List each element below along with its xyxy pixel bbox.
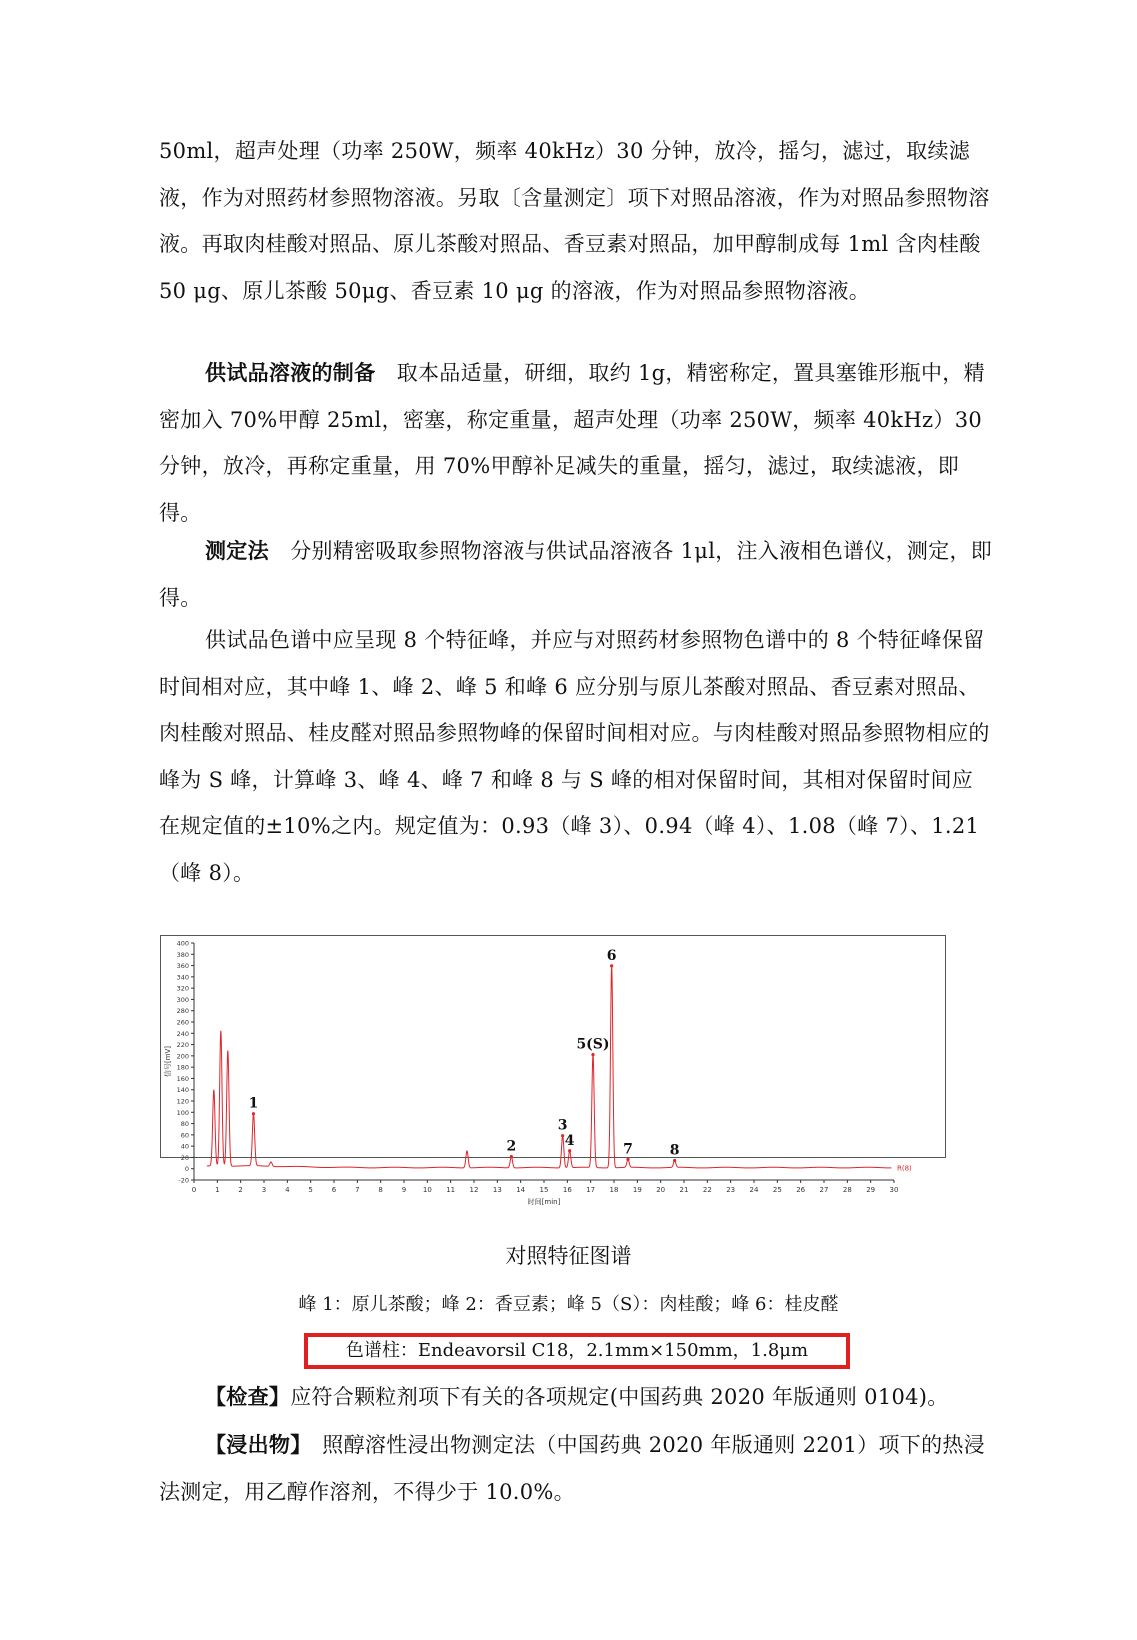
paragraph-characteristic-peaks: 供试品色谱中应呈现 8 个特征峰，并应与对照药材参照物色谱中的 8 个特征峰保留时间相对应，其中峰 1、峰 2、峰 5 和峰 6 应分别与原儿茶酸对照品、香豆素对照品、肉桂酸对照品、桂皮醛对照品参照物峰的保留时间相对应。与肉桂酸对照品参照物相应的峰为 S 峰，计算峰 3、峰 4、峰 7 和峰 8 与 S 峰的相对保留时间，其相对保留时间应在规定值的±10%之内。规定值为：0.93（峰 3）、0.94（峰 4）、1.08（峰 7）、1.21（峰 8）。 bbox=[159, 628, 990, 885]
heading-test-solution-prep: 供试品溶液的制备 bbox=[205, 361, 376, 385]
chart-frame bbox=[161, 936, 946, 1158]
y-tick-label: 340 bbox=[176, 973, 189, 982]
x-tick-label: 5 bbox=[308, 1186, 313, 1194]
peak-label: 5(S) bbox=[576, 1036, 610, 1053]
x-tick-label: 18 bbox=[609, 1186, 619, 1194]
x-tick-label: 4 bbox=[285, 1186, 290, 1194]
peak-marker-4 bbox=[252, 1112, 255, 1115]
chromatogram-trace bbox=[207, 966, 892, 1168]
paragraph-method bbox=[159, 528, 993, 621]
peak-label: 6 bbox=[606, 947, 617, 964]
y-tick-label: -20 bbox=[178, 1176, 189, 1185]
peak-marker-8 bbox=[561, 1134, 564, 1137]
text-test-solution-prep: 取本品适量，研细，取约 1g，精密称定，置具塞锥形瓶中，精密加入 70%甲醇 25ml，密塞，称定重量，超声处理（功率 250W，频率 40kHz）30 分钟，放冷，再称定重量，用 70%甲醇补足减失的重量，摇匀，滤过，取续滤液，即得。 bbox=[159, 361, 985, 525]
y-tick-label: 100 bbox=[176, 1108, 189, 1117]
peak-marker-10 bbox=[591, 1053, 594, 1056]
series-label: R(8) bbox=[897, 1164, 912, 1173]
column-note: 色谱柱：Endeavorsil C18，2.1mm×150mm，1.8μm bbox=[345, 1340, 809, 1361]
x-tick-label: 30 bbox=[889, 1186, 899, 1194]
y-tick-label: 400 bbox=[176, 939, 189, 948]
y-tick-label: 80 bbox=[180, 1120, 189, 1129]
text-method: 分别精密吸取参照物溶液与供试品溶液各 1μl，注入液相色谱仪，测定，即得。 bbox=[159, 539, 993, 610]
y-tick-label: 20 bbox=[180, 1153, 189, 1162]
figure-peaks-caption: 峰 1：原儿茶酸；峰 2：香豆素；峰 5（S）：肉桂酸；峰 6：桂皮醛 bbox=[298, 1294, 839, 1315]
x-tick-label: 14 bbox=[516, 1186, 526, 1194]
x-tick-label: 13 bbox=[492, 1186, 502, 1194]
figure-title: 对照特征图谱 bbox=[505, 1244, 632, 1268]
x-tick-label: 29 bbox=[866, 1186, 876, 1194]
y-tick-label: 60 bbox=[180, 1131, 189, 1140]
peak-marker-7 bbox=[510, 1155, 513, 1158]
text-inspection: 应符合颗粒剂项下有关的各项规定(中国药典 2020 年版通则 0104)。 bbox=[290, 1385, 949, 1409]
heading-inspection: 【检查】 bbox=[205, 1385, 291, 1409]
y-tick-label: 40 bbox=[180, 1142, 189, 1151]
peak-label: 4 bbox=[564, 1132, 575, 1149]
x-axis-label: 时间[min] bbox=[527, 1198, 561, 1206]
x-tick-label: 12 bbox=[469, 1186, 479, 1194]
y-tick-label: 0 bbox=[184, 1165, 189, 1174]
y-axis-label: 信号[mV] bbox=[164, 1045, 172, 1078]
y-tick-label: 320 bbox=[176, 984, 189, 993]
peak-label: 3 bbox=[557, 1117, 568, 1134]
x-tick-label: 24 bbox=[749, 1186, 759, 1194]
x-tick-label: 28 bbox=[842, 1186, 852, 1194]
x-tick-label: 9 bbox=[401, 1186, 407, 1194]
chromatogram-chart bbox=[160, 935, 946, 1220]
column-note-box bbox=[304, 1333, 850, 1369]
peak-label: 8 bbox=[669, 1142, 680, 1159]
x-tick-label: 22 bbox=[702, 1186, 712, 1194]
x-tick-label: 3 bbox=[261, 1186, 267, 1194]
paragraph-test-solution bbox=[159, 350, 993, 536]
peak-marker-9 bbox=[568, 1149, 571, 1152]
x-tick-label: 0 bbox=[191, 1186, 197, 1194]
heading-extractives: 【浸出物】 bbox=[205, 1433, 301, 1457]
peak-marker-13 bbox=[673, 1159, 676, 1162]
peak-label: 7 bbox=[623, 1141, 633, 1158]
x-tick-label: 1 bbox=[215, 1186, 220, 1194]
y-tick-label: 280 bbox=[176, 1007, 189, 1016]
x-tick-label: 16 bbox=[562, 1186, 572, 1194]
peak-marker-11 bbox=[610, 964, 613, 967]
y-tick-label: 220 bbox=[176, 1041, 189, 1050]
x-tick-label: 6 bbox=[331, 1186, 337, 1194]
y-tick-label: 360 bbox=[176, 962, 189, 971]
x-tick-label: 26 bbox=[796, 1186, 806, 1194]
x-tick-label: 19 bbox=[632, 1186, 642, 1194]
x-tick-label: 2 bbox=[238, 1186, 243, 1194]
y-tick-label: 160 bbox=[176, 1074, 189, 1083]
peak-label: 1 bbox=[248, 1095, 259, 1112]
chromatogram-figure bbox=[160, 935, 946, 1220]
x-tick-label: 17 bbox=[586, 1186, 596, 1194]
y-tick-label: 300 bbox=[176, 995, 189, 1004]
paragraph-reference-solution: 50ml，超声处理（功率 250W，频率 40kHz）30 分钟，放冷，摇匀，滤过，取续滤液，作为对照药材参照物溶液。另取〔含量测定〕项下对照品溶液，作为对照品参照物溶液。再取肉桂酸对照品、原儿茶酸对照品、香豆素对照品，加甲醇制成每 1ml 含肉桂酸 50 μg、原儿茶酸 50μg、香豆素 10 μg 的溶液，作为对照品参照物溶液。 bbox=[159, 139, 990, 303]
x-tick-label: 8 bbox=[378, 1186, 383, 1194]
x-tick-label: 15 bbox=[539, 1186, 549, 1194]
x-tick-label: 25 bbox=[772, 1186, 782, 1194]
y-tick-label: 120 bbox=[176, 1097, 189, 1106]
x-tick-label: 21 bbox=[679, 1186, 689, 1194]
x-tick-label: 11 bbox=[446, 1186, 456, 1194]
x-tick-label: 7 bbox=[355, 1186, 360, 1194]
peak-label: 2 bbox=[506, 1138, 517, 1155]
peak-marker-12 bbox=[626, 1158, 629, 1161]
y-tick-label: 380 bbox=[176, 950, 189, 959]
x-tick-label: 27 bbox=[819, 1186, 829, 1194]
y-tick-label: 260 bbox=[176, 1018, 189, 1027]
y-tick-label: 140 bbox=[176, 1086, 189, 1095]
text-extractives: 照醇溶性浸出物测定法（中国药典 2020 年版通则 2201）项下的热浸法测定，用乙醇作溶剂，不得少于 10.0%。 bbox=[159, 1433, 986, 1504]
y-tick-label: 180 bbox=[176, 1063, 189, 1072]
heading-method: 测定法 bbox=[205, 539, 269, 563]
x-tick-label: 20 bbox=[656, 1186, 666, 1194]
x-tick-label: 10 bbox=[422, 1186, 432, 1194]
x-tick-label: 23 bbox=[726, 1186, 736, 1194]
y-tick-label: 240 bbox=[176, 1029, 189, 1038]
paragraph-inspection bbox=[159, 1374, 993, 1421]
paragraph-extractives bbox=[159, 1422, 993, 1515]
y-tick-label: 200 bbox=[176, 1052, 189, 1061]
